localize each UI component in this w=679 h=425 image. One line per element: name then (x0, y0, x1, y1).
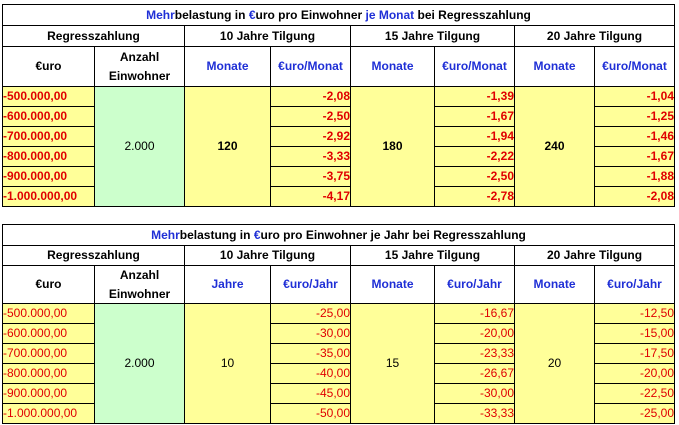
rate-header-10: €uro/Monat (271, 47, 351, 87)
rate-cell-15: -1,39 (435, 87, 515, 107)
table-yearly-burden (2, 224, 675, 424)
euro-cell: -1.000.000,00 (3, 187, 95, 207)
period-header-15: 15 Jahre Tilgung (351, 246, 515, 266)
einwohner-cell: 2.000 (95, 87, 185, 207)
euro-cell: -600.000,00 (3, 324, 95, 344)
rate-cell-15: -23,33 (435, 344, 515, 364)
table2-title: Mehrbelastung in €uro pro Einwohner je Jahr bei Regresszahlung (3, 225, 675, 246)
rate-header-15: €uro/Jahr (435, 266, 515, 304)
euro-cell: -900.000,00 (3, 384, 95, 404)
unit-cell-15: 180 (351, 87, 435, 207)
euro-cell: -600.000,00 (3, 107, 95, 127)
unit-header-20: Monate (515, 47, 595, 87)
unit-header-10: Jahre (185, 266, 271, 304)
rate-cell-10: -30,00 (271, 324, 351, 344)
rate-header-10: €uro/Jahr (271, 266, 351, 304)
regress-header: Regresszahlung (3, 26, 185, 47)
rate-cell-10: -35,00 (271, 344, 351, 364)
euro-header: €uro (3, 266, 95, 304)
unit-header-20: Monate (515, 266, 595, 304)
regress-header: Regresszahlung (3, 246, 185, 266)
euro-cell: -1.000.000,00 (3, 404, 95, 424)
rate-cell-10: -45,00 (271, 384, 351, 404)
rate-cell-15: -33,33 (435, 404, 515, 424)
rate-cell-20: -1,88 (595, 167, 675, 187)
rate-cell-15: -2,78 (435, 187, 515, 207)
rate-cell-20: -15,00 (595, 324, 675, 344)
rate-cell-10: -50,00 (271, 404, 351, 424)
rate-cell-10: -3,33 (271, 147, 351, 167)
rate-cell-15: -2,22 (435, 147, 515, 167)
rate-cell-10: -2,08 (271, 87, 351, 107)
unit-cell-15: 15 (351, 304, 435, 424)
rate-cell-15: -30,00 (435, 384, 515, 404)
rate-cell-20: -25,00 (595, 404, 675, 424)
table-row (3, 304, 675, 324)
rate-header-15: €uro/Monat (435, 47, 515, 87)
rate-cell-10: -25,00 (271, 304, 351, 324)
period-header-20: 20 Jahre Tilgung (515, 26, 675, 47)
rate-cell-15: -26,67 (435, 364, 515, 384)
rate-cell-20: -17,50 (595, 344, 675, 364)
anzahl-einwohner-header: Anzahl Einwohner (95, 47, 185, 87)
euro-cell: -800.000,00 (3, 364, 95, 384)
rate-cell-15: -20,00 (435, 324, 515, 344)
rate-cell-10: -3,75 (271, 167, 351, 187)
rate-header-20: €uro/Monat (595, 47, 675, 87)
period-header-20: 20 Jahre Tilgung (515, 246, 675, 266)
euro-cell: -500.000,00 (3, 304, 95, 324)
rate-cell-15: -1,67 (435, 107, 515, 127)
rate-cell-10: -4,17 (271, 187, 351, 207)
einwohner-cell: 2.000 (95, 304, 185, 424)
period-header-15: 15 Jahre Tilgung (351, 26, 515, 47)
euro-cell: -700.000,00 (3, 127, 95, 147)
rate-header-20: €uro/Jahr (595, 266, 675, 304)
euro-cell: -800.000,00 (3, 147, 95, 167)
rate-cell-10: -40,00 (271, 364, 351, 384)
rate-cell-10: -2,50 (271, 107, 351, 127)
euro-cell: -700.000,00 (3, 344, 95, 364)
rate-cell-15: -16,67 (435, 304, 515, 324)
period-header-10: 10 Jahre Tilgung (185, 26, 351, 47)
rate-cell-20: -12,50 (595, 304, 675, 324)
rate-cell-20: -1,67 (595, 147, 675, 167)
rate-cell-20: -1,25 (595, 107, 675, 127)
anzahl-einwohner-header: Anzahl Einwohner (95, 266, 185, 304)
rate-cell-20: -1,04 (595, 87, 675, 107)
unit-header-15: Monate (351, 266, 435, 304)
table-monthly-burden (2, 4, 675, 207)
euro-cell: -500.000,00 (3, 87, 95, 107)
euro-header: €uro (3, 47, 95, 87)
unit-cell-10: 120 (185, 87, 271, 207)
rate-cell-10: -2,92 (271, 127, 351, 147)
unit-cell-20: 240 (515, 87, 595, 207)
rate-cell-20: -2,08 (595, 187, 675, 207)
unit-header-10: Monate (185, 47, 271, 87)
unit-header-15: Monate (351, 47, 435, 87)
rate-cell-20: -20,00 (595, 364, 675, 384)
unit-cell-10: 10 (185, 304, 271, 424)
rate-cell-20: -22,50 (595, 384, 675, 404)
table1-title: Mehrbelastung in €uro pro Einwohner je Monat bei Regresszahlung (3, 5, 675, 26)
rate-cell-15: -1,94 (435, 127, 515, 147)
unit-cell-20: 20 (515, 304, 595, 424)
euro-cell: -900.000,00 (3, 167, 95, 187)
rate-cell-15: -2,50 (435, 167, 515, 187)
rate-cell-20: -1,46 (595, 127, 675, 147)
period-header-10: 10 Jahre Tilgung (185, 246, 351, 266)
table-row (3, 87, 675, 107)
